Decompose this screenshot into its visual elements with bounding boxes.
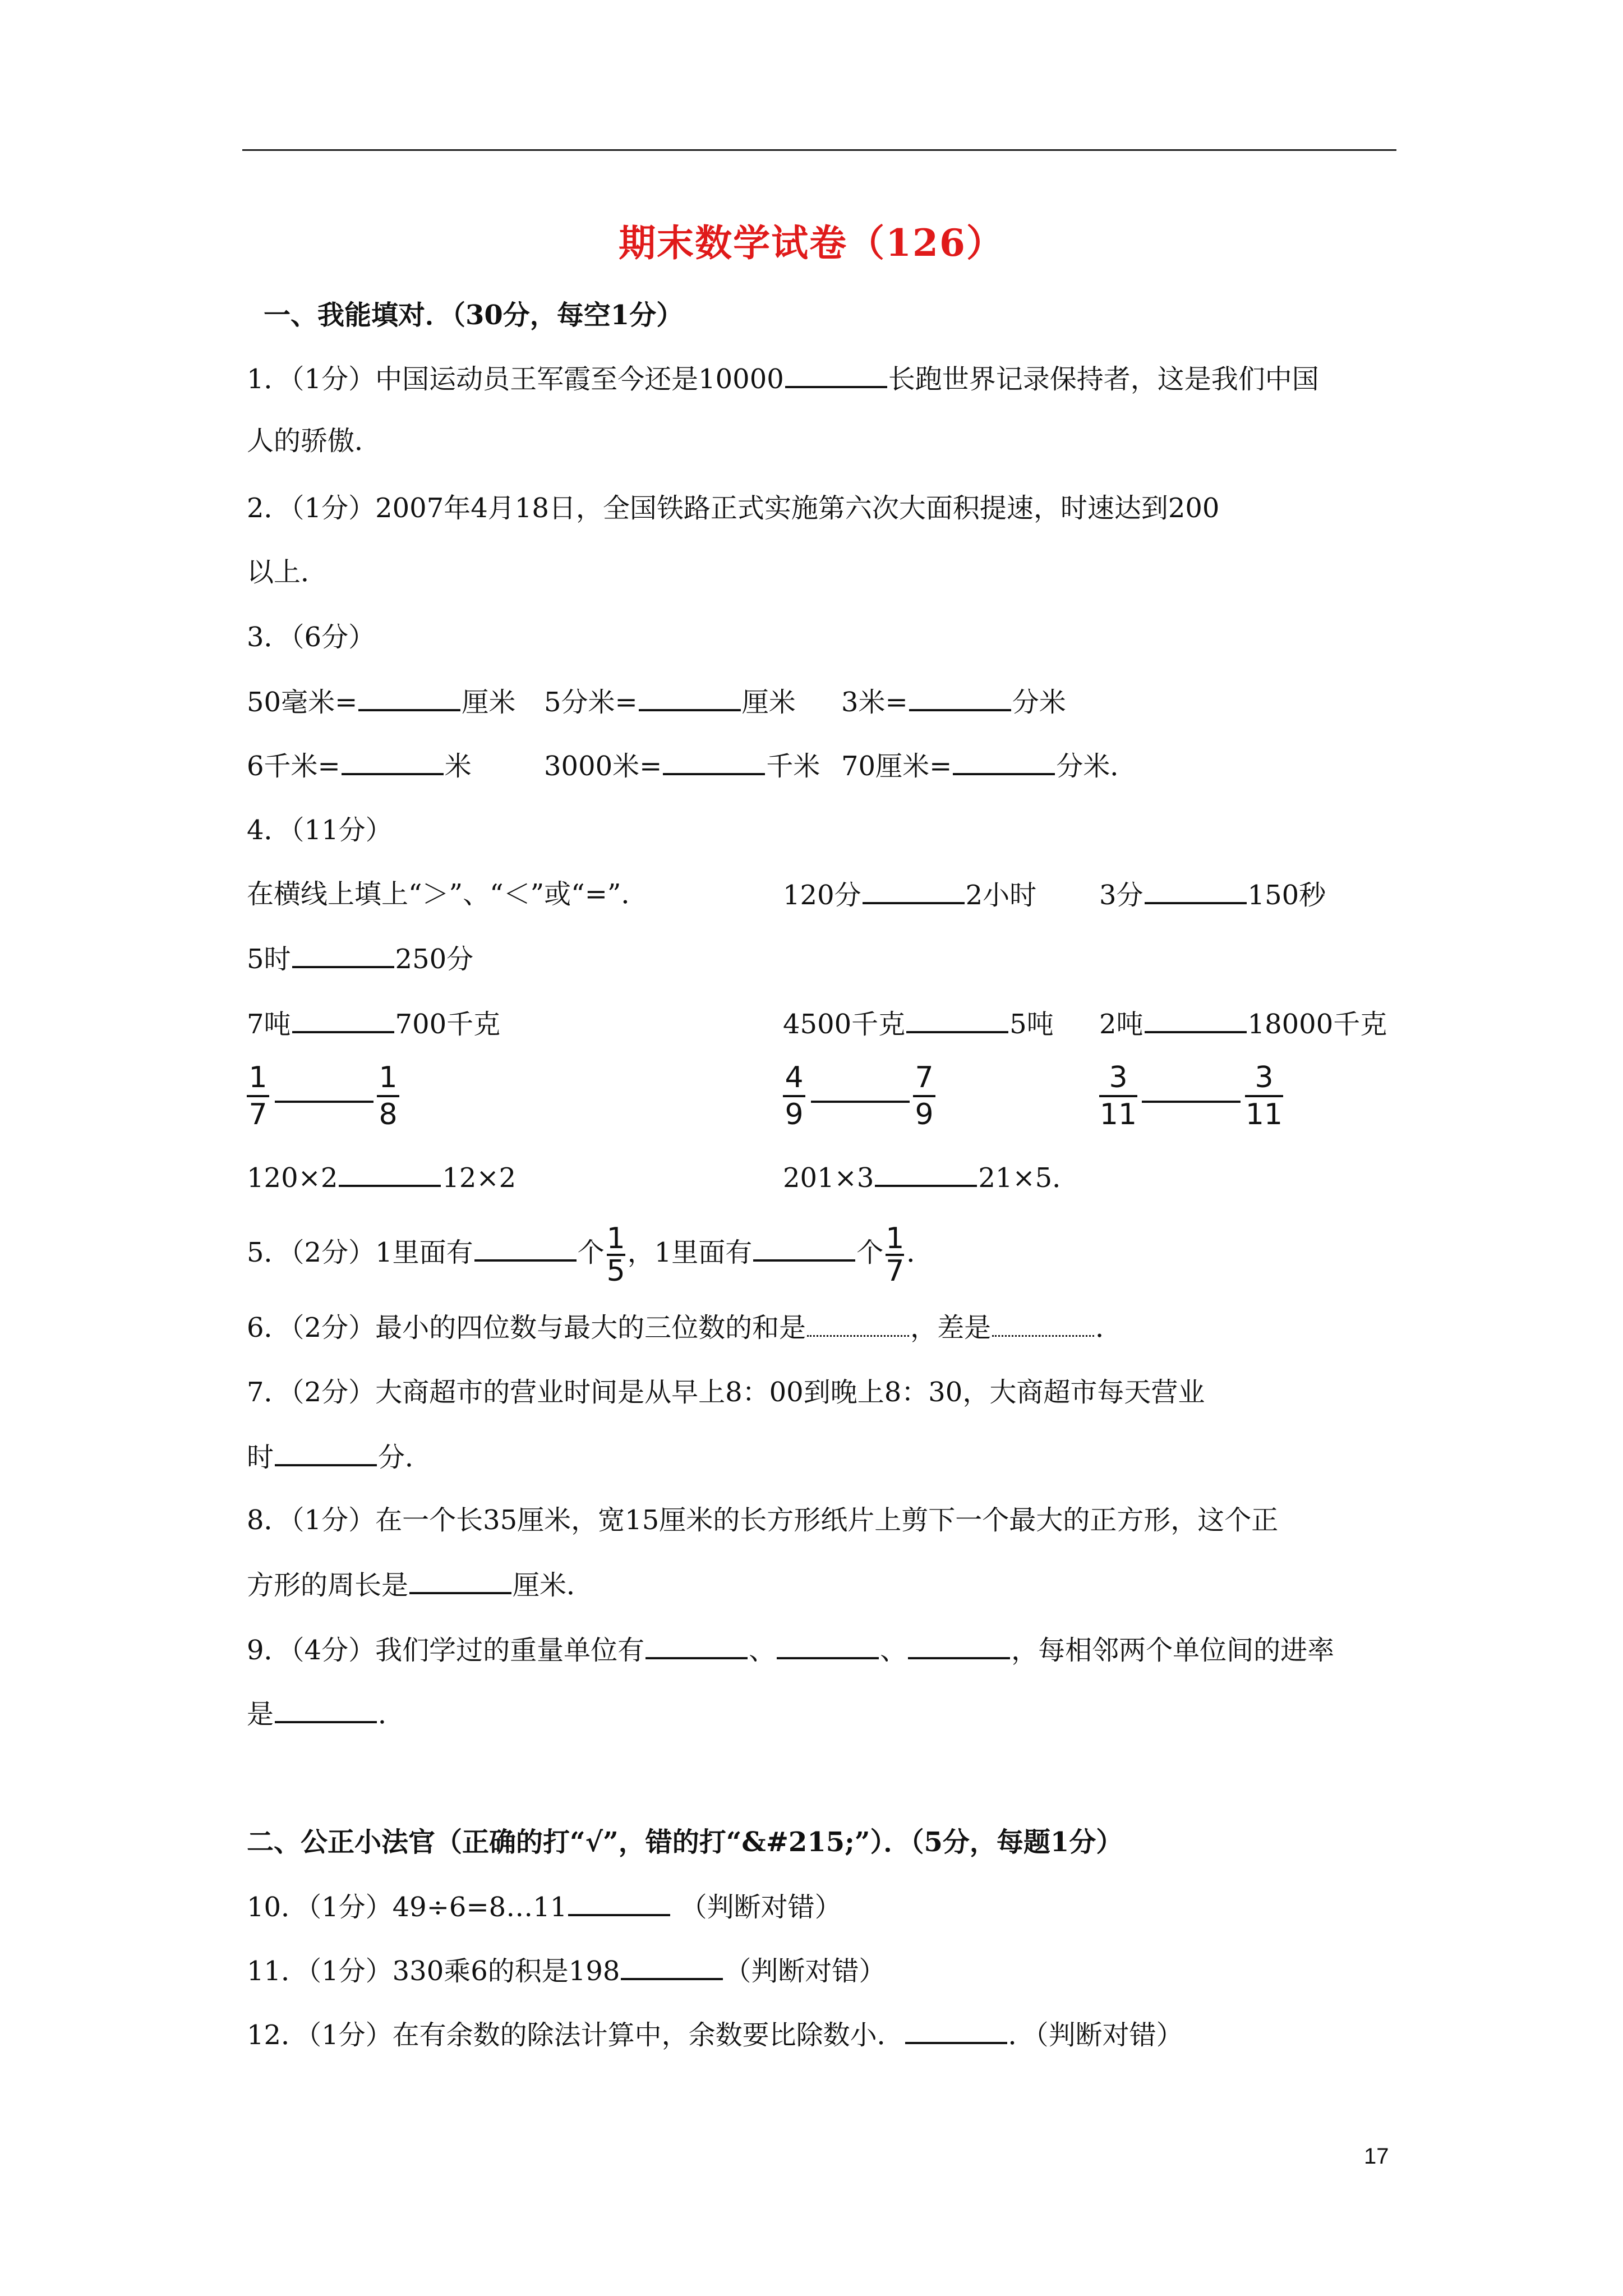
fraction: 1 7 bbox=[247, 1061, 269, 1131]
fraction: 3 11 bbox=[1245, 1061, 1283, 1131]
answer-blank[interactable] bbox=[275, 1439, 377, 1466]
answer-blank[interactable] bbox=[906, 1006, 1008, 1033]
answer-blank[interactable] bbox=[568, 1889, 670, 1916]
answer-blank[interactable] bbox=[292, 941, 394, 968]
fraction: 7 9 bbox=[913, 1061, 935, 1131]
answer-blank[interactable] bbox=[621, 1953, 723, 1980]
question-3-row-2: 6千米= 米 bbox=[247, 748, 472, 783]
answer-blank[interactable] bbox=[777, 1632, 879, 1659]
question-9-line-2: 是 ． bbox=[247, 1696, 405, 1731]
answer-blank[interactable] bbox=[474, 1235, 577, 1262]
question-4-row-1-a: 120分 2小时 bbox=[783, 877, 1036, 912]
question-2-line-1: 2．（1分）2007年4月18日，全国铁路正式实施第六次大面积提速，时速达到200 bbox=[247, 493, 1220, 524]
section-1-heading: 一、我能填对．（30分，每空1分） bbox=[264, 300, 684, 331]
answer-blank[interactable] bbox=[753, 1235, 855, 1262]
answer-blank[interactable] bbox=[909, 684, 1011, 711]
question-5: 5．（2分）1里面有 个 $\frac{1}{5}$ ，1里面有 个 $\frac{1}{7}$ ． bbox=[247, 1221, 934, 1288]
question-3-heading: 3．（6分） bbox=[247, 622, 376, 653]
answer-blank[interactable] bbox=[908, 1632, 1010, 1659]
question-3-row-1-b: 5分米= 厘米 bbox=[544, 684, 796, 719]
question-8-line-1: 8．（1分）在一个长35厘米，宽15厘米的长方形纸片上剪下一个最大的正方形，这个正 bbox=[247, 1504, 1279, 1536]
answer-blank[interactable] bbox=[863, 877, 965, 904]
question-11: 11．（1分）330乘6的积是198 （判断对错） bbox=[247, 1953, 886, 1988]
answer-blank[interactable] bbox=[992, 1310, 1094, 1337]
answer-blank[interactable] bbox=[358, 684, 460, 711]
question-9-line-1: 9．（4分）我们学过的重量单位有 、 、 ，每相邻两个单位间的进率 bbox=[247, 1632, 1334, 1667]
answer-blank[interactable] bbox=[645, 1632, 748, 1659]
question-3-row-1: 50毫米= 厘米 bbox=[247, 684, 515, 719]
page-title: 期末数学试卷（126） bbox=[619, 221, 1004, 265]
answer-blank[interactable] bbox=[275, 1696, 377, 1723]
answer-blank[interactable] bbox=[1145, 1006, 1247, 1033]
answer-blank[interactable] bbox=[339, 1160, 441, 1187]
answer-blank[interactable] bbox=[663, 748, 765, 775]
answer-blank[interactable] bbox=[953, 748, 1055, 775]
question-6: 6．（2分）最小的四位数与最大的三位数的和是 ，差是 ． bbox=[247, 1310, 1122, 1345]
answer-blank[interactable] bbox=[811, 1101, 910, 1103]
question-4-heading: 4．（11分） bbox=[247, 815, 393, 846]
answer-blank[interactable] bbox=[409, 1567, 511, 1594]
fraction: 4 9 bbox=[783, 1061, 805, 1131]
question-4-row-3-c: 2吨 18000千克 bbox=[1099, 1006, 1387, 1041]
question-4-intro: 在横线上填上“＞”、“＜”或“=”． bbox=[247, 878, 648, 910]
question-4-row-3-a: 7吨 700千克 bbox=[247, 1006, 500, 1041]
question-8-line-2: 方形的周长是 厘米． bbox=[247, 1567, 593, 1602]
question-1-line-1: 1．（1分）中国运动员王军霞至今还是10000 长跑世界记录保持者，这是我们中国 bbox=[247, 361, 1319, 396]
answer-blank[interactable] bbox=[275, 1101, 374, 1103]
section-2-heading: 二、公正小法官（正确的打“√”，错的打“&#215;”）．（5分，每题1分） bbox=[247, 1826, 1123, 1858]
answer-blank[interactable] bbox=[342, 748, 444, 775]
answer-blank[interactable] bbox=[292, 1006, 394, 1033]
fraction: 1 8 bbox=[377, 1061, 399, 1131]
answer-blank[interactable] bbox=[1142, 1101, 1241, 1103]
question-10: 10．（1分）49÷6=8…11 （判断对错） bbox=[247, 1889, 842, 1924]
question-3-row-2-c: 70厘米= 分米． bbox=[841, 748, 1137, 783]
question-4-row-5-a: 120×2 12×2 bbox=[247, 1160, 516, 1195]
question-7-line-2: 时 分． bbox=[247, 1439, 432, 1474]
question-2-line-2: 以上． bbox=[247, 556, 328, 588]
question-12: 12．（1分）在有余数的除法计算中，余数要比除数小． ．（判断对错） bbox=[247, 2017, 1183, 2052]
answer-blank[interactable] bbox=[639, 684, 741, 711]
question-1-line-2: 人的骄傲． bbox=[247, 425, 382, 457]
fraction: $\frac{1}{5}$ bbox=[606, 1221, 625, 1288]
fraction: 3 11 bbox=[1099, 1061, 1137, 1131]
page-number: 17 bbox=[1364, 2144, 1389, 2169]
question-4-row-5-b: 201×3 21×5． bbox=[783, 1160, 1079, 1195]
fraction: $\frac{1}{7}$ bbox=[886, 1221, 905, 1288]
question-3-row-2-b: 3000米= 千米 bbox=[544, 748, 820, 783]
question-4-row-3-b: 4500千克 5吨 bbox=[783, 1006, 1054, 1041]
answer-blank[interactable] bbox=[905, 2017, 1007, 2044]
answer-blank[interactable] bbox=[785, 361, 887, 388]
answer-blank[interactable] bbox=[807, 1310, 909, 1337]
answer-blank[interactable] bbox=[1145, 877, 1247, 904]
question-4-row-1-b: 3分 150秒 bbox=[1099, 877, 1326, 912]
question-3-row-1-c: 3米= 分米 bbox=[841, 684, 1066, 719]
question-4-row-2: 5时 250分 bbox=[247, 941, 473, 976]
header-rule bbox=[242, 149, 1396, 151]
answer-blank[interactable] bbox=[875, 1160, 977, 1187]
question-7-line-1: 7．（2分）大商超市的营业时间是从早上8：00到晚上8：30，大商超市每天营业 bbox=[247, 1377, 1205, 1408]
